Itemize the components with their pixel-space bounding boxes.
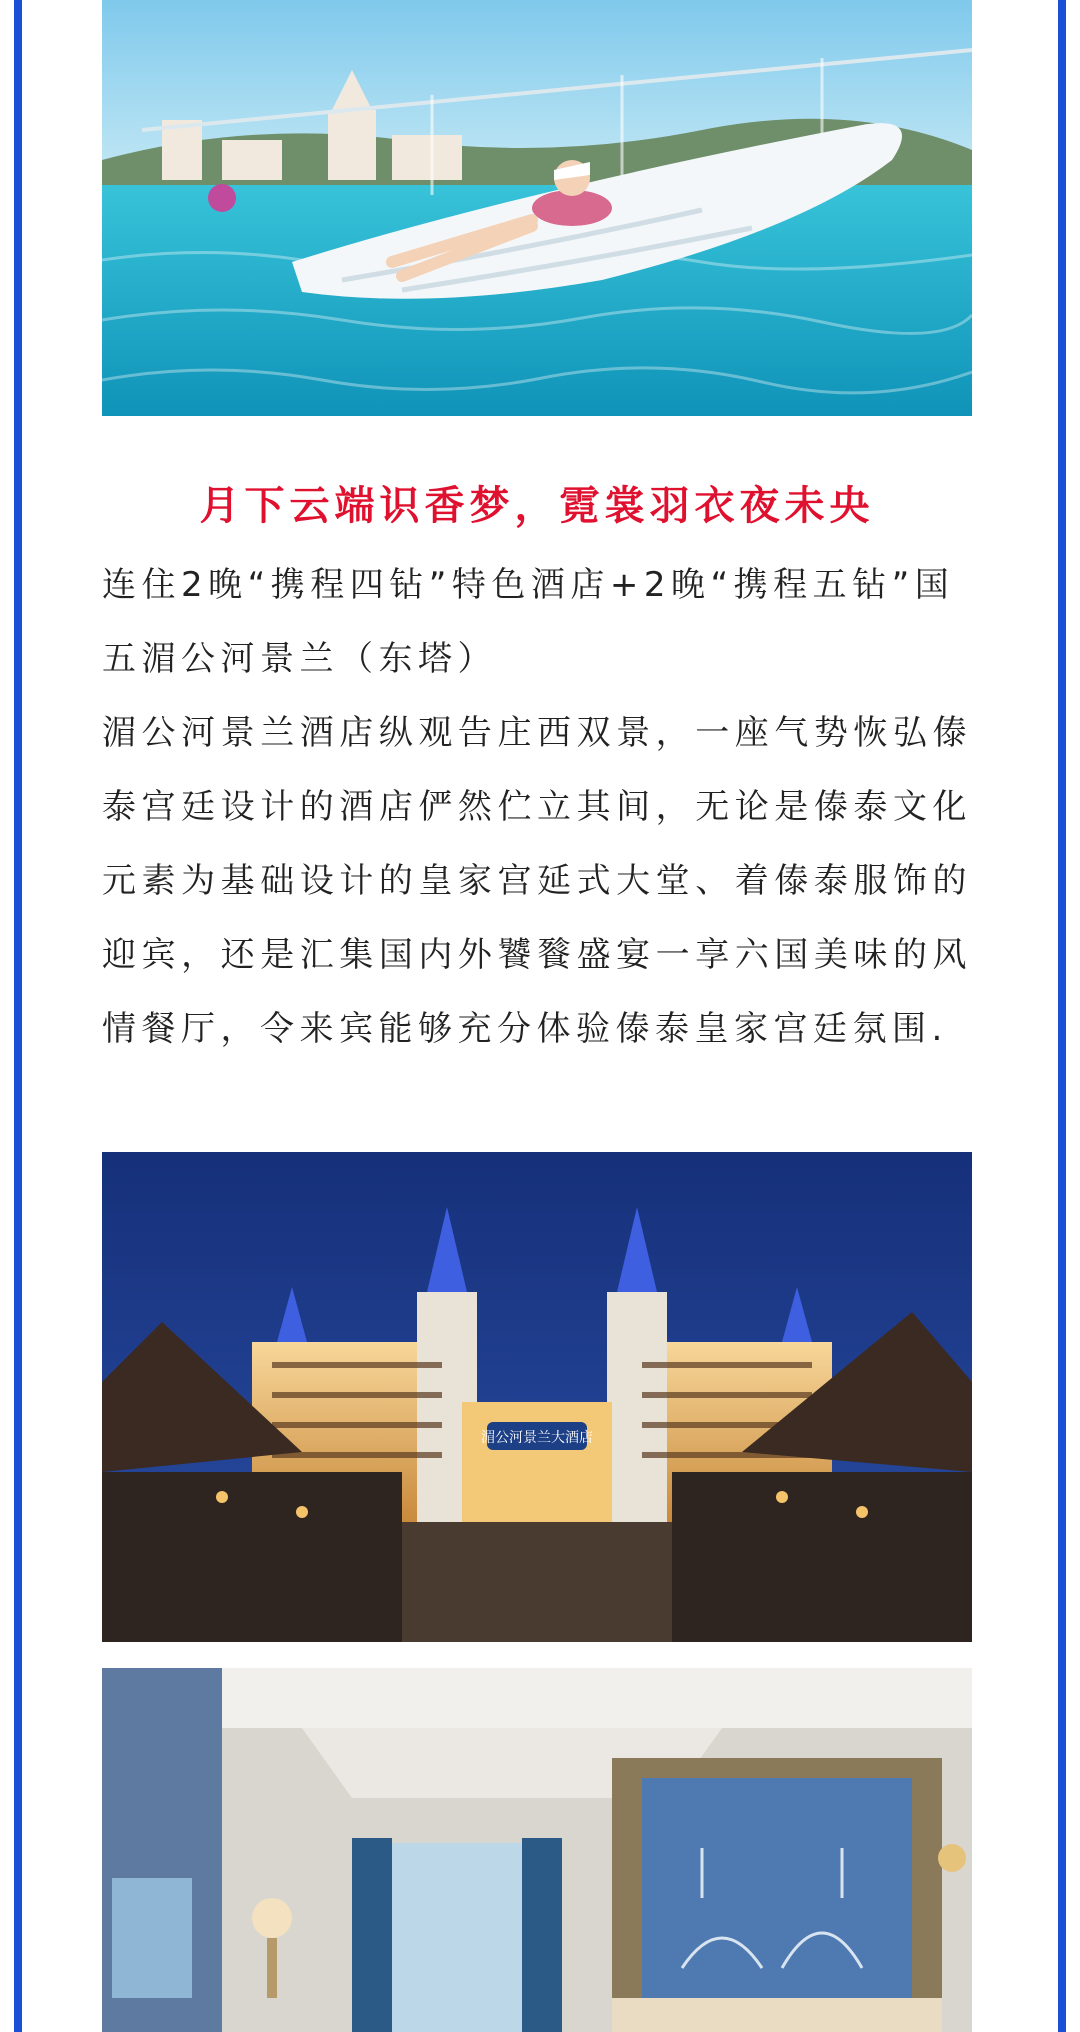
left-frame-border	[14, 0, 22, 2032]
pool-photo	[102, 0, 972, 416]
hotel-photo	[102, 1152, 972, 1642]
hotel-sign: 湄公河景兰大酒店	[481, 1430, 593, 1446]
section-headline: 月下云端识香梦，霓裳羽衣夜未央	[199, 483, 875, 529]
hotel-package-subtitle: 连住2晚“携程四钻”特色酒店+2晚“携程五钻”国五湄公河景兰（东塔）	[102, 565, 955, 679]
hotel-description: 湄公河景兰酒店纵观告庄西双景，一座气势恢弘傣泰宫廷设计的酒店俨然伫立其间，无论是傣泰文化元素为基础设计的皇家宫延式大堂、着傣泰服饰的迎宾，还是汇集国内外饕餮盛宴一享六国美味的风情餐厅，令来宾能够充分体验傣泰皇家宫廷氛围.	[102, 713, 972, 1049]
room-photo	[102, 1668, 972, 2032]
right-frame-border	[1058, 0, 1066, 2032]
